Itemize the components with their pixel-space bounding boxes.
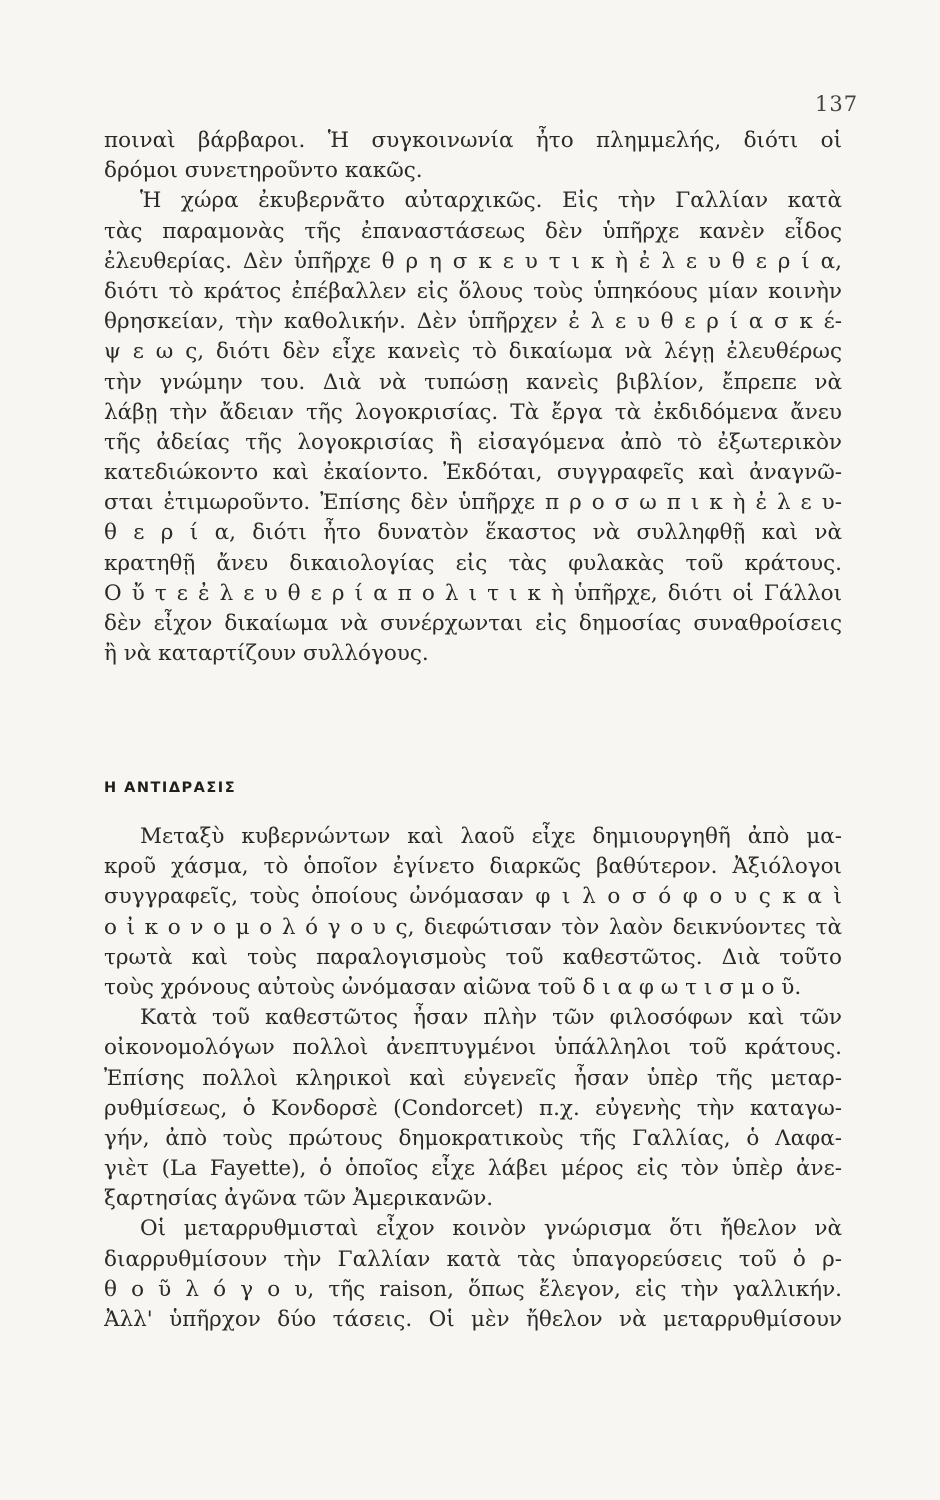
text-line: κροῦ χάσμα, τὸ ὁποῖον ἐγίνετο διαρκῶς βαθύτερον. Ἀξιόλογοι — [104, 854, 842, 880]
text-line: γιὲτ (La Fayette), ὁ ὁποῖος εἶχε λάβει μέρος εἰς τὸν ὑπὲρ ἀνε- — [104, 1156, 842, 1182]
text-line: συγγραφεῖς, τοὺς ὁποίους ὠνόμασαν φ ι λ ο σ ό φ ο υ ς κ α ὶ — [104, 884, 842, 910]
text-line: ρυθμίσεως, ὁ Κονδορσὲ (Condorcet) π.χ. εὐγενὴς τὴν καταγω- — [104, 1095, 842, 1121]
text-line: Κατὰ τοῦ καθεστῶτος ἦσαν πλὴν τῶν φιλοσόφων καὶ τῶν — [140, 1005, 842, 1031]
text-line: τοὺς χρόνους αὐτοὺς ὠνόμασαν αἰῶνα τοῦ δ ι α φ ω τ ι σ μ ο ῦ. — [104, 974, 802, 1000]
text-line: Μεταξὺ κυβερνώντων καὶ λαοῦ εἶχε δημιουργηθῆ ἀπὸ μα- — [140, 824, 842, 849]
text-line: Ἡ χώρα ἐκυβερνᾶτο αὐταρχικῶς. Εἰς τὴν Γαλλίαν κατὰ — [140, 188, 842, 214]
text-line: τῆς ἀδείας τῆς λογοκρισίας ἢ εἰσαγόμενα ἀπὸ τὸ ἐξωτερικὸν — [104, 429, 842, 455]
text-line: Ο ὔ τ ε ἐ λ ε υ θ ε ρ ί α π ο λ ι τ ι κ ὴ ὑπῆρχε, διότι οἱ Γάλλοι — [104, 580, 842, 606]
body-text-section-2 — [104, 822, 842, 1335]
text-line: θρησκείαν, τὴν καθολικήν. Δὲν ὑπῆρχεν ἐ λ ε υ θ ε ρ ί α σ κ έ- — [104, 309, 842, 335]
text-line: ψ ε ω ς, διότι δὲν εἶχε κανεὶς τὸ δικαίωμα νὰ λέγῃ ἐλευθέρως — [104, 339, 842, 365]
text-line: θ ε ρ ί α, διότι ἦτο δυνατὸν ἕκαστος νὰ συλληφθῇ καὶ νὰ — [104, 520, 842, 546]
page-number: 137 — [815, 92, 859, 116]
text-line: ξαρτησίας ἀγῶνα τῶν Ἀμερικανῶν. — [104, 1186, 494, 1212]
text-line: διαρρυθμίσουν τὴν Γαλλίαν κατὰ τὰς ὑπαγορεύσεις τοῦ ὀ ρ- — [104, 1246, 842, 1272]
text-line: Ἀλλ' ὑπῆρχον δύο τάσεις. Οἱ μὲν ἤθελον νὰ μεταρρυθμίσουν — [104, 1307, 842, 1332]
text-line: γήν, ἀπὸ τοὺς πρώτους δημοκρατικοὺς τῆς Γαλλίας, ὁ Λαφα- — [104, 1125, 842, 1151]
text-line: κατεδιώκοντο καὶ ἐκαίοντο. Ἐκδόται, συγγραφεῖς καὶ ἀναγνῶ- — [104, 460, 842, 486]
text-line: θ ο ῦ λ ό γ ο υ, τῆς raison, ὅπως ἔλεγον, εἰς τὴν γαλλικήν. — [104, 1276, 842, 1302]
text-line: λάβῃ τὴν ἄδειαν τῆς λογοκρισίας. Τὰ ἔργα τὰ ἐκδιδόμενα ἄνευ — [104, 399, 842, 425]
text-line: τρωτὰ καὶ τοὺς παραλογισμοὺς τοῦ καθεστῶτος. Διὰ τοῦτο — [104, 944, 842, 970]
text-line: κρατηθῇ ἄνευ δικαιολογίας εἰς τὰς φυλακὰς τοῦ κράτους. — [104, 550, 842, 576]
text-line: δὲν εἶχον δικαίωμα νὰ συνέρχωνται εἰς δημοσίας συναθροίσεις — [104, 611, 842, 636]
text-line: ἢ νὰ καταρτίζουν συλλόγους. — [104, 641, 429, 667]
text-line: οἰκονομολόγων πολλοὶ ἀνεπτυγμένοι ὑπάλληλοι τοῦ κράτους. — [104, 1035, 842, 1061]
body-text-section-1 — [104, 126, 842, 669]
text-line: δρόμοι συνετηροῦντο κακῶς. — [104, 158, 423, 184]
text-line: Οἱ μεταρρυθμισταὶ εἶχον κοινὸν γνώρισμα ὅτι ἤθελον νὰ — [140, 1216, 842, 1242]
section-heading: Η ΑΝΤΙΔΡΑΣΙΣ — [104, 780, 237, 796]
text-line: ο ἰ κ ο ν ο μ ο λ ό γ ο υ ς, διεφώτισαν τὸν λαὸν δεικνύοντες τὰ — [104, 914, 842, 940]
text-line: Ἐπίσης πολλοὶ κληρικοὶ καὶ εὐγενεῖς ἦσαν ὑπὲρ τῆς μεταρ- — [104, 1065, 842, 1091]
text-line: ἐλευθερίας. Δὲν ὑπῆρχε θ ρ η σ κ ε υ τ ι κ ὴ ἐ λ ε υ θ ε ρ ί α, — [104, 248, 842, 274]
text-line: ποιναὶ βάρβαροι. Ἡ συγκοινωνία ἦτο πλημμελής, διότι οἱ — [104, 128, 842, 153]
text-line: σται ἐτιμωροῦντο. Ἐπίσης δὲν ὑπῆρχε π ρ ο σ ω π ι κ ὴ ἐ λ ε υ- — [104, 490, 842, 516]
text-line: τὴν γνώμην του. Διὰ νὰ τυπώσῃ κανεὶς βιβλίον, ἔπρεπε νὰ — [104, 369, 842, 395]
text-line: τὰς παραμονὰς τῆς ἐπαναστάσεως δὲν ὑπῆρχε κανὲν εἶδος — [104, 218, 842, 244]
text-line: διότι τὸ κράτος ἐπέβαλλεν εἰς ὅλους τοὺς ὑπηκόους μίαν κοινὴν — [104, 278, 842, 304]
